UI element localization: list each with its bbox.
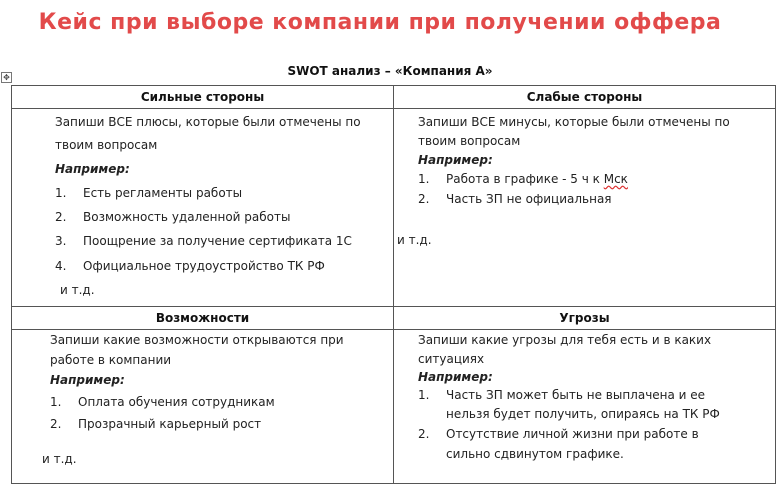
list-item-continuation: нельзя будет получить, опираясь на ТК РФ — [446, 407, 720, 421]
strengths-intro-line1: Запиши ВСЕ плюсы, которые были отмечены по — [55, 115, 361, 129]
strengths-intro-line2: твоим вопросам — [55, 138, 158, 152]
threats-intro-line2: ситуациях — [418, 352, 485, 366]
list-item: 1. Работа в графике - 5 ч к Мск — [418, 172, 628, 186]
weaknesses-intro-line1: Запиши ВСЕ минусы, которые были отмечены по — [418, 115, 730, 129]
list-item: 1. Есть регламенты работы — [55, 186, 243, 200]
opportunities-intro-line2: работе в компании — [50, 353, 172, 367]
threats-intro-line1: Запиши какие угрозы для тебя есть и в каких — [418, 333, 712, 347]
list-item: 2. Часть ЗП не официальная — [418, 192, 612, 206]
opportunities-etc: и т.д. — [42, 452, 77, 466]
threats-header: Угрозы — [394, 307, 776, 330]
swot-table — [11, 85, 776, 484]
weaknesses-etc: и т.д. — [397, 233, 432, 247]
list-item: 4. Официальное трудоустройство ТК РФ — [55, 259, 325, 273]
opportunities-example-label: Например: — [50, 373, 125, 387]
weaknesses-header: Слабые стороны — [394, 86, 776, 109]
list-item-continuation: сильно сдвинутом графике. — [446, 447, 624, 461]
weaknesses-example-label: Например: — [418, 153, 493, 167]
strengths-example-label: Например: — [55, 162, 130, 176]
list-item: 2. Возможность удаленной работы — [55, 210, 291, 224]
strengths-cell[interactable] — [12, 109, 394, 307]
opportunities-intro-line1: Запиши какие возможности открываются при — [50, 333, 344, 347]
weaknesses-cell[interactable] — [394, 109, 776, 307]
document-headline: Кейс при выборе компании при получении оффера — [38, 10, 722, 35]
list-item: 2. Отсутствие личной жизни при работе в — [418, 427, 699, 441]
table-move-handle-icon[interactable]: ✥ — [1, 72, 12, 83]
list-item: 1. Часть ЗП может быть не выплачена и ее — [418, 388, 706, 402]
threats-cell[interactable] — [394, 330, 776, 484]
spellcheck-flagged-word: Мск — [603, 172, 628, 186]
opportunities-header: Возможности — [12, 307, 394, 330]
table-title: SWOT анализ – «Компания А» — [287, 64, 493, 78]
list-item: 1. Оплата обучения сотрудникам — [50, 395, 275, 409]
threats-example-label: Например: — [418, 370, 493, 384]
strengths-etc: и т.д. — [60, 283, 95, 297]
list-item: 2. Прозрачный карьерный рост — [50, 417, 262, 431]
strengths-header: Сильные стороны — [12, 86, 394, 109]
list-item: 3. Поощрение за получение сертификата 1С — [55, 234, 352, 248]
opportunities-cell[interactable] — [12, 330, 394, 484]
weaknesses-intro-line2: твоим вопросам — [418, 134, 521, 148]
